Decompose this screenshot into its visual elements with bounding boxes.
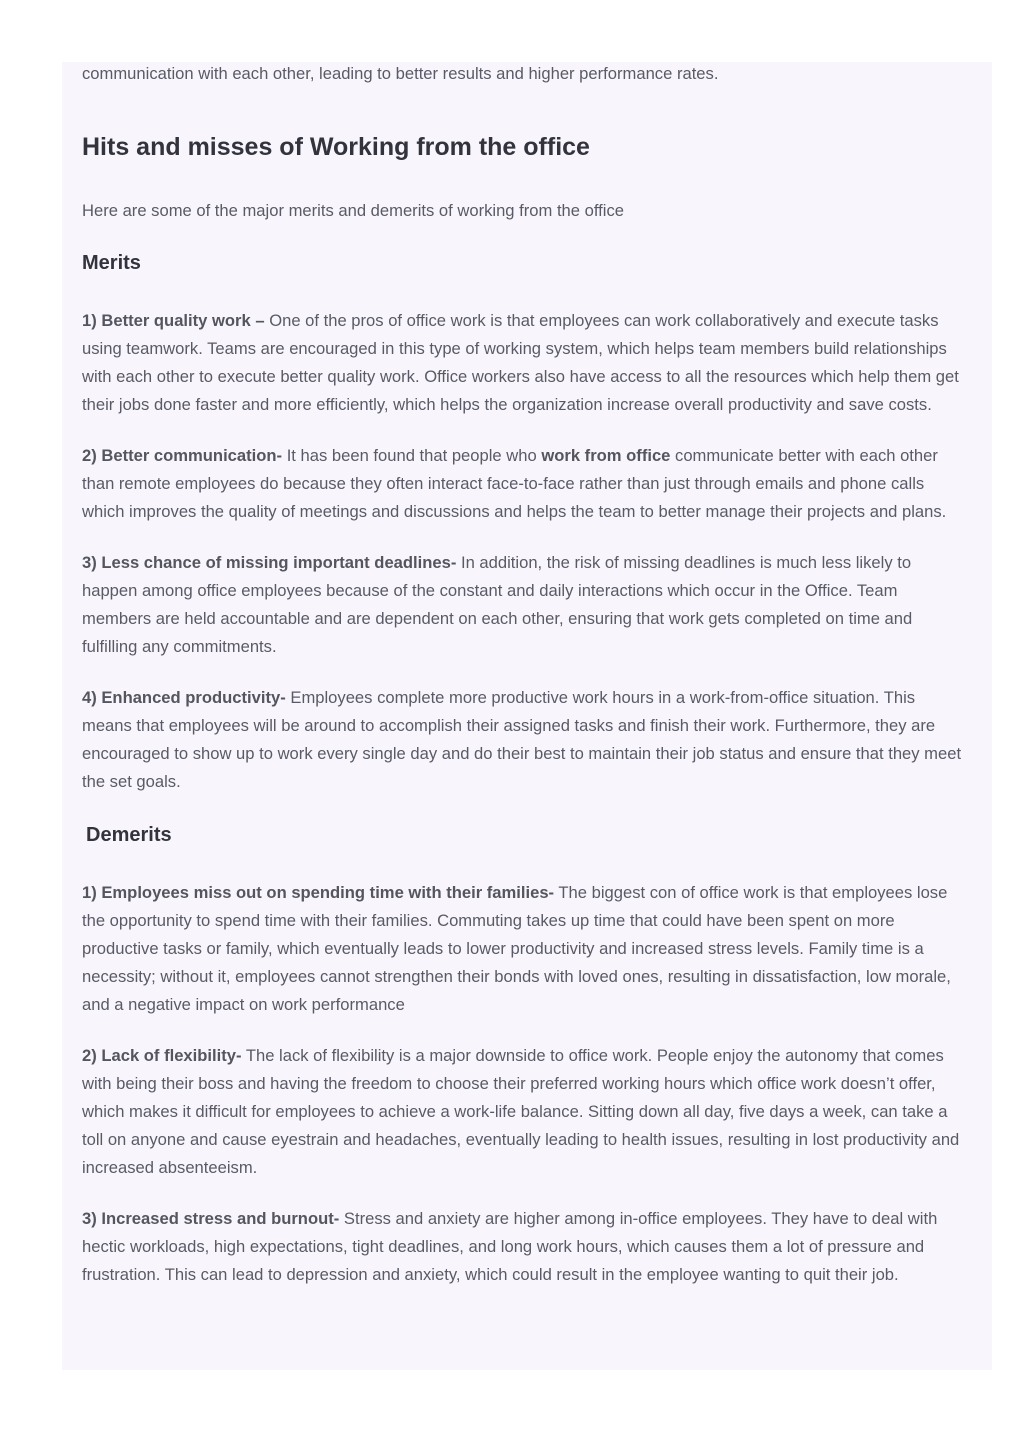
demerit-text: The biggest con of office work is that employees lose the opportunity to spend time with their families. Commuting takes up time that could have been spent on more productive tasks or family, which eventually leads to lower productivity and increased stress levels. Family time is a necessity; without it, employees cannot strengthen their bonds with loved ones, resulting in dissatisfaction, low morale, and a negative impact on work performance [82, 883, 951, 1014]
demerit-text: Stress and anxiety are higher among in-office employees. They have to deal with hectic workloads, high expectations, tight deadlines, and long work hours, which causes them a lot of pressure and frustration. This can lead to depression and anxiety, which could result in the employee wanting to quit their job. [82, 1209, 938, 1284]
demerit-item [82, 1205, 962, 1289]
merits-heading: Merits [82, 252, 141, 274]
merit-item [82, 307, 962, 419]
article-content [82, 60, 962, 1289]
section-title: Hits and misses of Working from the office [82, 133, 590, 161]
merit-text: It has been found that people who [282, 446, 542, 465]
demerits-heading: Demerits [86, 824, 172, 846]
merit-item [82, 442, 962, 526]
merit-label: 1) Better quality work – [82, 311, 265, 330]
demerit-label: 2) Lack of flexibility- [82, 1046, 242, 1065]
merit-label: 3) Less chance of missing important deadlines- [82, 553, 457, 572]
demerit-label: 1) Employees miss out on spending time with their families- [82, 883, 555, 902]
merit-text: In addition, the risk of missing deadlines is much less likely to happen among office employees because of the constant and daily interactions which occur in the Office. Team members are held accountable and are dependent on each other, ensuring that work gets completed on time and fulfilling any commitments. [82, 553, 913, 656]
merit-item [82, 684, 962, 796]
merit-label: 4) Enhanced productivity- [82, 688, 286, 707]
demerit-item [82, 1042, 962, 1182]
merit-label: 2) Better communication- [82, 446, 283, 465]
intro-paragraph: Here are some of the major merits and demerits of working from the office [82, 201, 624, 220]
merit-item [82, 549, 962, 661]
demerit-text: The lack of flexibility is a major downside to office work. People enjoy the autonomy that comes with being their boss and having the freedom to choose their preferred working hours which office work doesn’t offer, which makes it difficult for employees to achieve a work-life balance. Sitting down all day, five days a week, can take a toll on anyone and cause eyestrain and headaches, eventually leading to health issues, resulting in lost productivity and increased absenteeism. [82, 1046, 960, 1177]
merit-text: One of the pros of office work is that employees can work collaboratively and execute tasks using teamwork. Teams are encouraged in this type of working system, which helps team members build relationships with each other to execute better quality work. Office workers also have access to all the resources which help them get their jobs done faster and more efficiently, which helps the organization increase overall productivity and save costs. [82, 311, 959, 414]
demerit-label: 3) Increased stress and burnout- [82, 1209, 340, 1228]
demerit-item [82, 879, 962, 1019]
merit-text: communicate better with each other than remote employees do because they often interact face-to-face rather than just through emails and phone calls which improves the quality of meetings and discussions and helps the team to better manage their projects and plans. [82, 446, 947, 521]
merit-text: Employees complete more productive work hours in a work-from-office situation. This means that employees will be around to accomplish their assigned tasks and finish their work. Furthermore, they are encouraged to show up to work every single day and do their best to maintain their job status and ensure that they meet the set goals. [82, 688, 962, 791]
lead-paragraph: communication with each other, leading to better results and higher performance rates. [82, 64, 719, 83]
merit-inline-bold: work from office [541, 446, 671, 465]
